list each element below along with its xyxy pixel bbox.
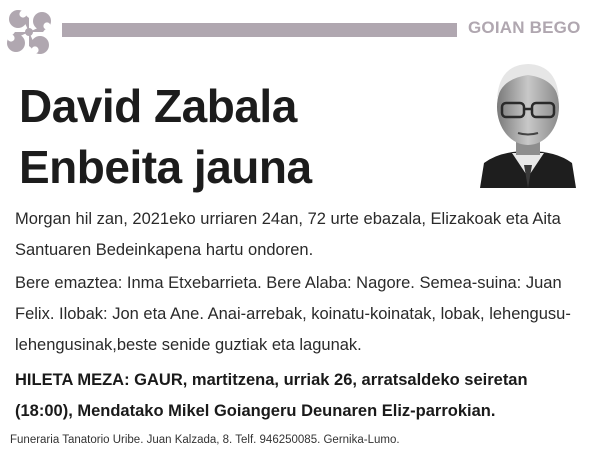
death-announcement-paragraph: Morgan hil zan, 2021eko urriaren 24an, 72 urte ebazala, Elizakoak eta Aita Santuaren Bedeinkapena hartu ondoren. [15, 210, 561, 259]
deceased-name-line-1: David Zabala [19, 80, 297, 132]
deceased-name-line-2: Enbeita jauna [19, 141, 312, 193]
family-members-paragraph: Bere emaztea: Inma Etxebarrieta. Bere Alaba: Nagore. Semea-suina: Juan Felix. Ilobak: Jon eta Ane. Anai-arrebak, koinatu-koinatak, lobak, lehengusu-lehengusinak,beste senide guztiak eta lagunak. [15, 274, 571, 354]
funeral-mass-notice: HILETA MEZA: GAUR, martitzena, urriak 26, arratsaldeko seiretan (18:00), Mendatako Mikel Goiangeru Deunaren Eliz-parrokian. [15, 371, 528, 420]
funeral-home-footer: Funeraria Tanatorio Uribe. Juan Kalzada, 8. Telf. 946250085. Gernika-Lumo. [10, 434, 400, 446]
portrait-photo [480, 55, 576, 188]
header-divider-bar [62, 23, 457, 37]
lauburu-icon [3, 6, 55, 58]
header-title: GOIAN BEGO [468, 18, 581, 37]
